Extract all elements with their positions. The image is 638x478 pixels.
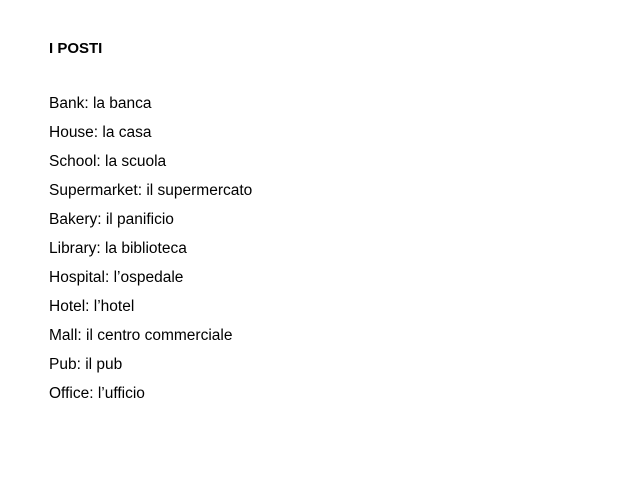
list-item-school: School: la scuola	[49, 153, 167, 170]
list-item-hotel: Hotel: l’hotel	[49, 298, 135, 315]
list-item-office: Office: l’ufficio	[49, 385, 145, 402]
page-title: I POSTI	[49, 40, 103, 57]
list-item-pub: Pub: il pub	[49, 356, 123, 373]
list-item-house: House: la casa	[49, 124, 152, 141]
vocabulary-list	[49, 89, 252, 408]
list-item-supermarket: Supermarket: il supermercato	[49, 182, 253, 199]
list-item-bank: Bank: la banca	[49, 95, 152, 112]
list-item-library: Library: la biblioteca	[49, 240, 187, 257]
list-item-bakery: Bakery: il panificio	[49, 211, 174, 228]
list-item-mall: Mall: il centro commerciale	[49, 327, 233, 344]
list-item-hospital: Hospital: l’ospedale	[49, 269, 184, 286]
